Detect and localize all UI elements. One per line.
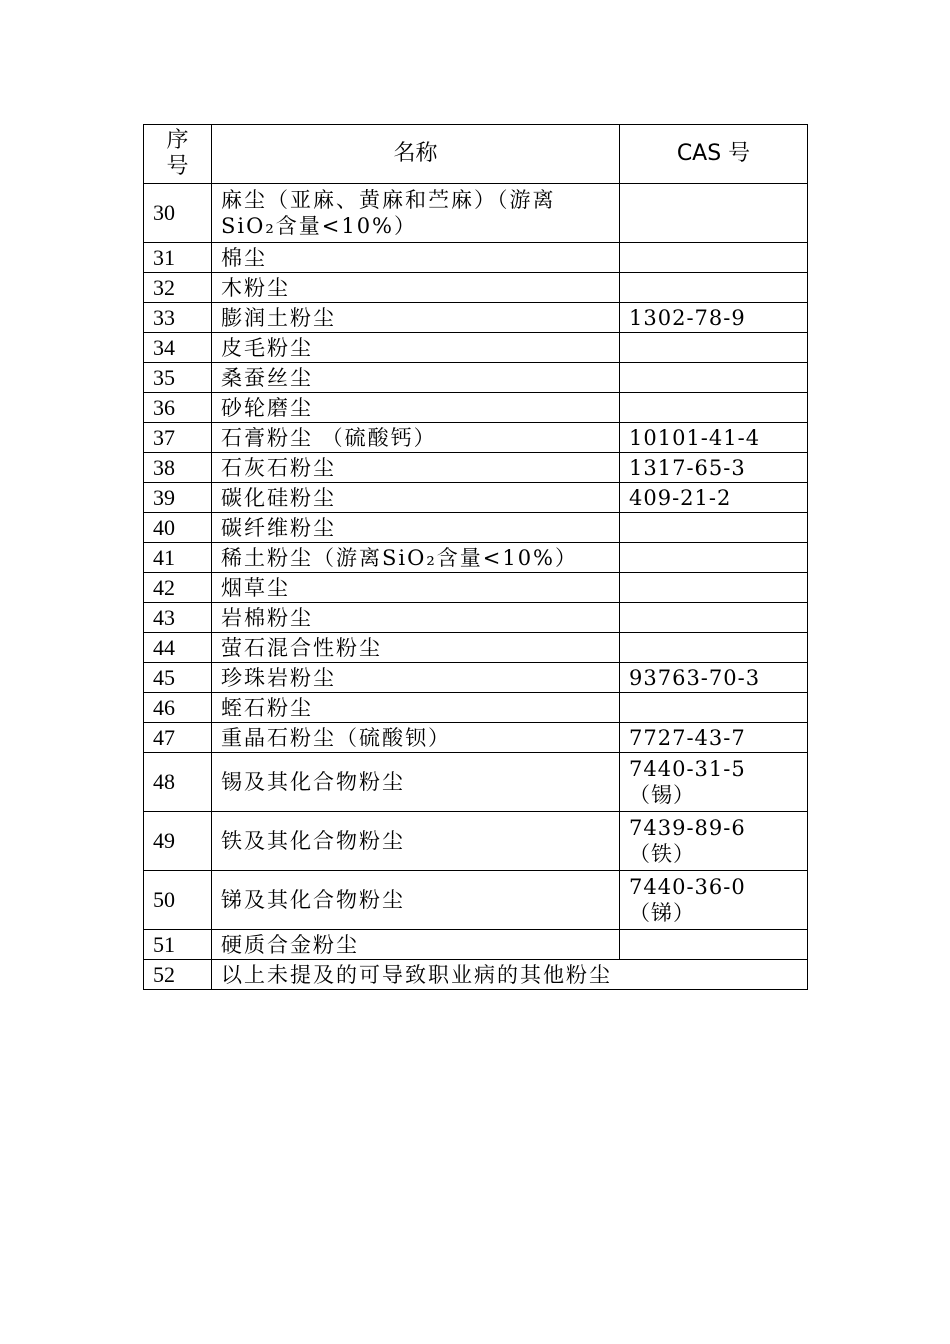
table-row xyxy=(144,184,808,243)
table-row xyxy=(144,333,808,363)
row-name: 重晶石粉尘（硫酸钡） xyxy=(212,723,620,753)
row-number: 50 xyxy=(144,871,212,930)
row-name: 桑蚕丝尘 xyxy=(212,363,620,393)
row-number: 48 xyxy=(144,753,212,812)
table-row xyxy=(144,393,808,423)
row-name: 石灰石粉尘 xyxy=(212,453,620,483)
table-row xyxy=(144,453,808,483)
row-number: 40 xyxy=(144,513,212,543)
row-cas xyxy=(620,243,808,273)
row-cas xyxy=(620,543,808,573)
table-row xyxy=(144,363,808,393)
row-number: 38 xyxy=(144,453,212,483)
table-row xyxy=(144,663,808,693)
row-cas: 409-21-2 xyxy=(620,483,808,513)
table-row xyxy=(144,960,808,990)
row-name: 皮毛粉尘 xyxy=(212,333,620,363)
row-number: 43 xyxy=(144,603,212,633)
row-name: 石膏粉尘 （硫酸钙） xyxy=(212,423,620,453)
row-name: 烟草尘 xyxy=(212,573,620,603)
row-name: 麻尘（亚麻、黄麻和苎麻）（游离SiO₂含量<10%） xyxy=(212,184,620,243)
row-cas xyxy=(620,930,808,960)
row-cas: 10101-41-4 xyxy=(620,423,808,453)
header-serial-number: 序 号 xyxy=(144,125,212,184)
table-row xyxy=(144,693,808,723)
row-cas xyxy=(620,363,808,393)
row-cas: 7440-36-0（锑） xyxy=(620,871,808,930)
row-name: 木粉尘 xyxy=(212,273,620,303)
table-row xyxy=(144,303,808,333)
row-cas xyxy=(620,513,808,543)
table-row xyxy=(144,273,808,303)
row-cas xyxy=(620,693,808,723)
row-cas xyxy=(620,603,808,633)
row-number: 30 xyxy=(144,184,212,243)
row-cas xyxy=(620,273,808,303)
row-name: 锑及其化合物粉尘 xyxy=(212,871,620,930)
row-cas xyxy=(620,633,808,663)
row-number: 46 xyxy=(144,693,212,723)
row-number: 39 xyxy=(144,483,212,513)
row-cas xyxy=(620,393,808,423)
row-cas: 7439-89-6（铁） xyxy=(620,812,808,871)
row-name: 棉尘 xyxy=(212,243,620,273)
table-row xyxy=(144,603,808,633)
row-number: 37 xyxy=(144,423,212,453)
row-name: 珍珠岩粉尘 xyxy=(212,663,620,693)
row-cas: 1317-65-3 xyxy=(620,453,808,483)
row-number: 51 xyxy=(144,930,212,960)
header-name: 名称 xyxy=(212,125,620,184)
row-name: 以上未提及的可导致职业病的其他粉尘 xyxy=(212,960,808,990)
row-cas: 93763-70-3 xyxy=(620,663,808,693)
row-name: 稀土粉尘（游离SiO₂含量<10%） xyxy=(212,543,620,573)
row-number: 36 xyxy=(144,393,212,423)
row-number: 45 xyxy=(144,663,212,693)
table-row xyxy=(144,573,808,603)
row-name: 硬质合金粉尘 xyxy=(212,930,620,960)
row-number: 34 xyxy=(144,333,212,363)
row-name: 萤石混合性粉尘 xyxy=(212,633,620,663)
row-cas xyxy=(620,184,808,243)
row-cas: 1302-78-9 xyxy=(620,303,808,333)
row-cas: 7727-43-7 xyxy=(620,723,808,753)
row-name: 碳化硅粉尘 xyxy=(212,483,620,513)
row-name: 砂轮磨尘 xyxy=(212,393,620,423)
row-number: 47 xyxy=(144,723,212,753)
table-row xyxy=(144,753,808,812)
row-name: 碳纤维粉尘 xyxy=(212,513,620,543)
row-name: 膨润土粉尘 xyxy=(212,303,620,333)
row-number: 33 xyxy=(144,303,212,333)
table-row xyxy=(144,930,808,960)
table-row xyxy=(144,633,808,663)
row-cas xyxy=(620,573,808,603)
row-cas: 7440-31-5（锡） xyxy=(620,753,808,812)
dust-list-table xyxy=(143,124,808,990)
table-row xyxy=(144,423,808,453)
row-cas xyxy=(620,333,808,363)
row-number: 41 xyxy=(144,543,212,573)
row-name: 岩棉粉尘 xyxy=(212,603,620,633)
row-number: 31 xyxy=(144,243,212,273)
table-row xyxy=(144,871,808,930)
table-row xyxy=(144,243,808,273)
header-cas-number: CAS 号 xyxy=(620,125,808,184)
table-row xyxy=(144,723,808,753)
row-name: 锡及其化合物粉尘 xyxy=(212,753,620,812)
table-row xyxy=(144,483,808,513)
row-number: 52 xyxy=(144,960,212,990)
row-name: 铁及其化合物粉尘 xyxy=(212,812,620,871)
row-number: 32 xyxy=(144,273,212,303)
table-row xyxy=(144,543,808,573)
row-number: 44 xyxy=(144,633,212,663)
table-header-row xyxy=(144,125,808,184)
table-row xyxy=(144,812,808,871)
table-row xyxy=(144,513,808,543)
row-number: 49 xyxy=(144,812,212,871)
row-name: 蛭石粉尘 xyxy=(212,693,620,723)
row-number: 35 xyxy=(144,363,212,393)
row-number: 42 xyxy=(144,573,212,603)
